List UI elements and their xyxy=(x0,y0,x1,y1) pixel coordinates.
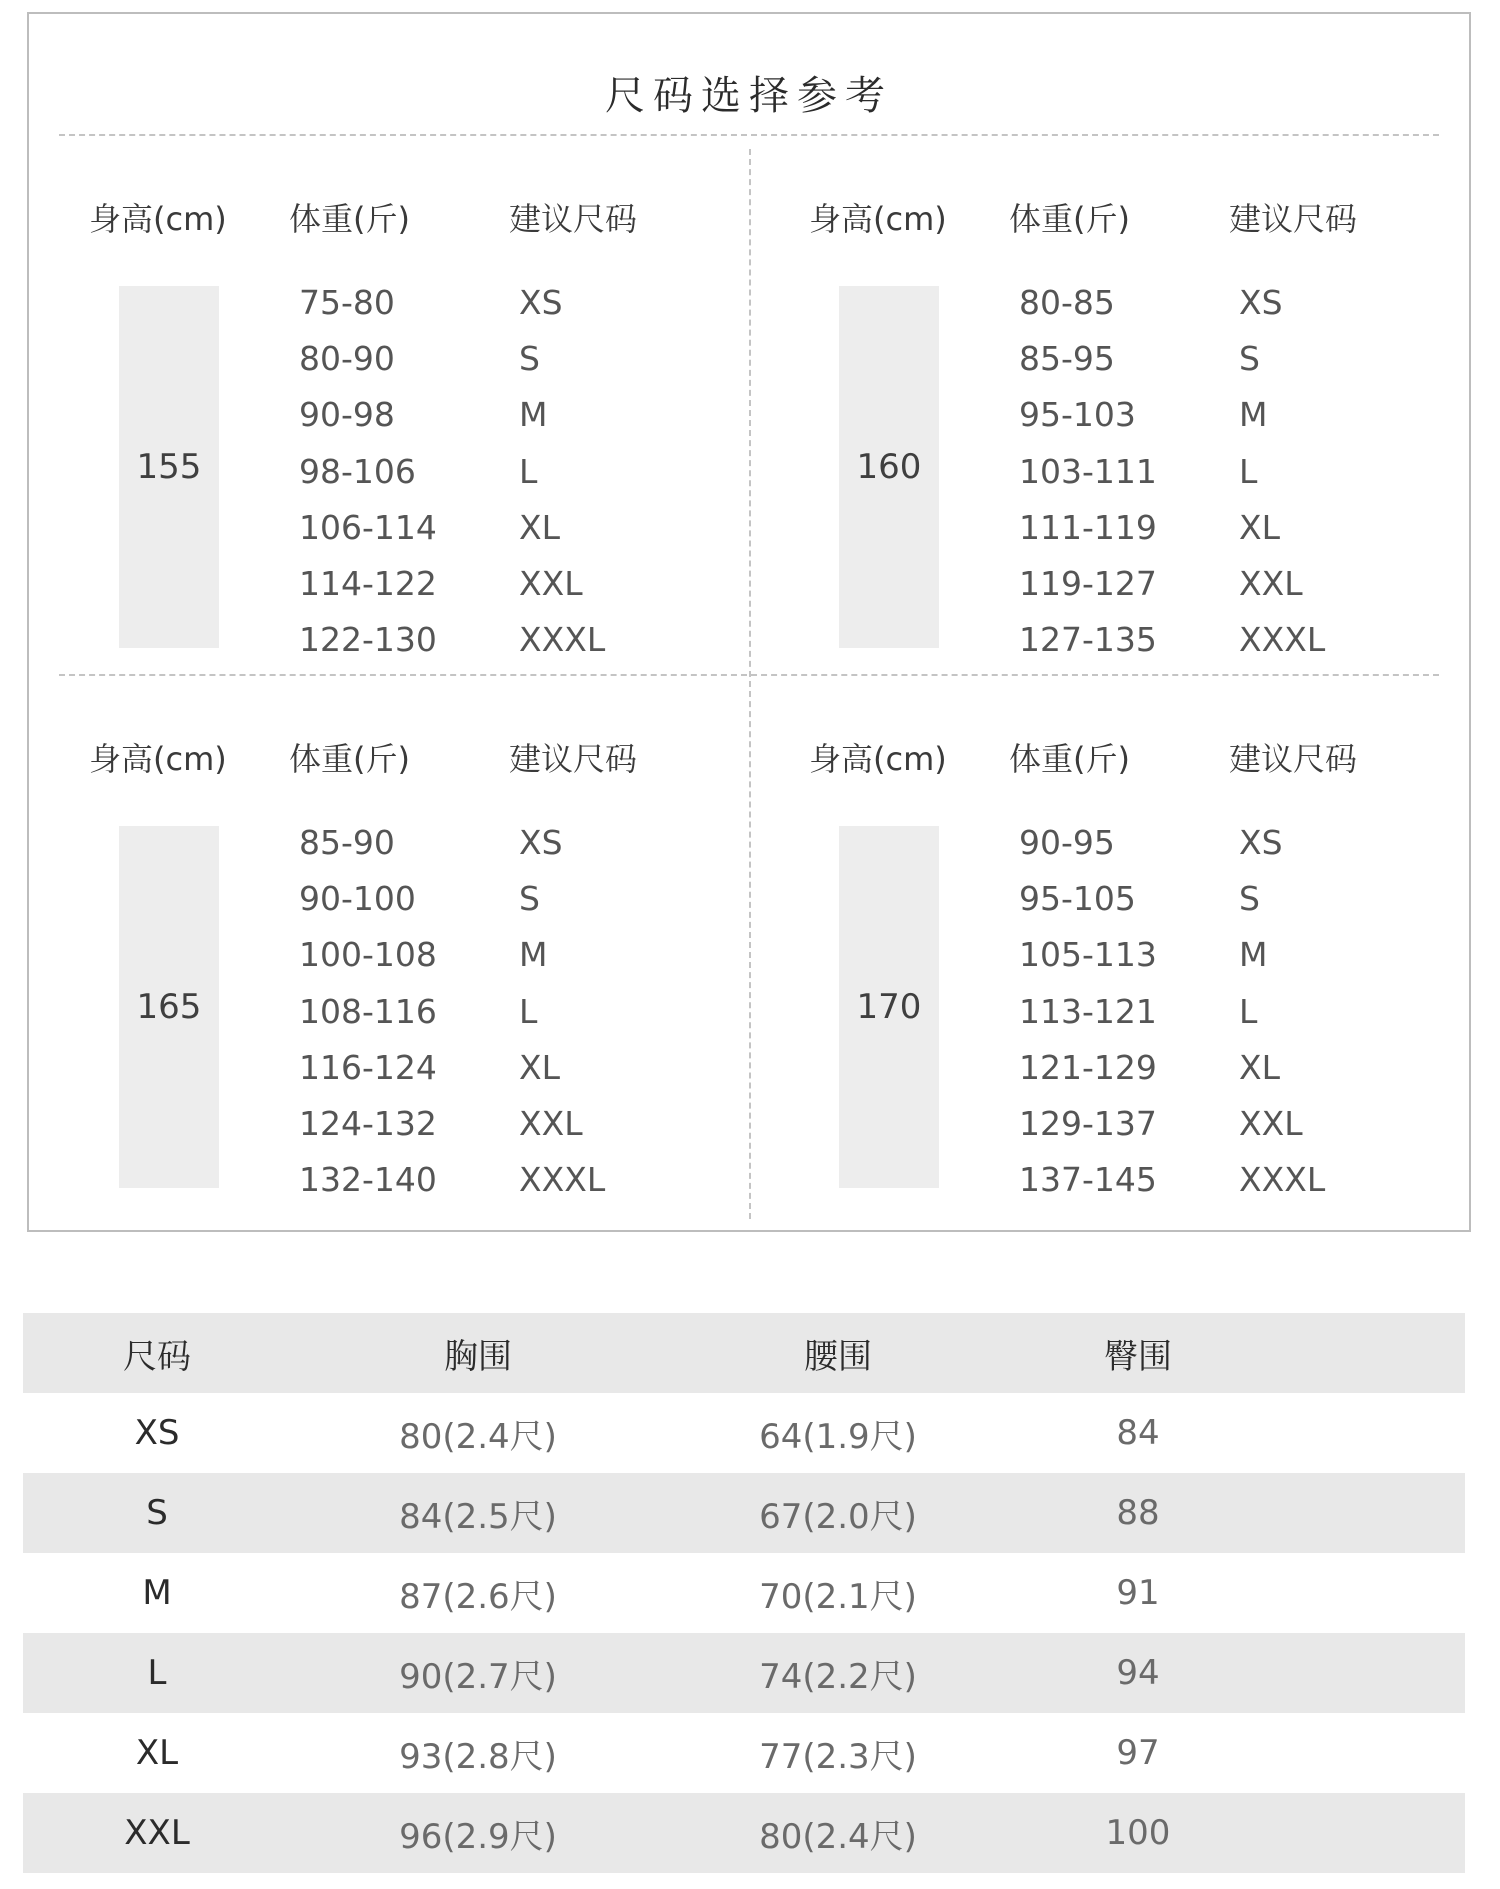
size-label: M xyxy=(1239,935,1268,975)
size-label: XXXL xyxy=(1239,620,1326,660)
weight-range: 116-124 xyxy=(299,1047,437,1087)
size-label: S xyxy=(519,338,540,378)
measurement-table xyxy=(23,1313,1465,1873)
cell-bust: 87(2.6尺) xyxy=(399,1576,557,1617)
size-guide-box xyxy=(27,12,1471,1232)
cell-bust: 93(2.8尺) xyxy=(399,1736,557,1777)
col-header-weight: 体重(斤) xyxy=(1009,740,1130,778)
table-row xyxy=(23,1793,1465,1873)
height-value: 155 xyxy=(119,286,219,648)
weight-range: 111-119 xyxy=(1019,507,1157,547)
size-label: XL xyxy=(1239,507,1280,547)
size-label: L xyxy=(519,991,538,1031)
weight-range: 121-129 xyxy=(1019,1047,1157,1087)
list-item xyxy=(299,927,639,983)
quadrant-160 xyxy=(779,154,1469,674)
cell-size: M xyxy=(142,1573,172,1613)
weight-range: 85-90 xyxy=(299,822,395,862)
weight-range: 108-116 xyxy=(299,991,437,1031)
size-label: XL xyxy=(519,1047,560,1087)
weight-range: 85-95 xyxy=(1019,338,1115,378)
weight-range: 95-105 xyxy=(1019,878,1136,918)
cell-waist: 64(1.9尺) xyxy=(759,1416,917,1457)
cell-waist: 70(2.1尺) xyxy=(759,1576,917,1617)
weight-range: 103-111 xyxy=(1019,451,1157,491)
col-header-height: 身高(cm) xyxy=(809,740,947,778)
table-row xyxy=(23,1553,1465,1633)
table-row xyxy=(23,1633,1465,1713)
col-header-height: 身高(cm) xyxy=(89,740,227,778)
list-item xyxy=(1019,1152,1359,1208)
size-label: XL xyxy=(519,507,560,547)
cell-bust: 96(2.9尺) xyxy=(399,1816,557,1857)
weight-range: 124-132 xyxy=(299,1104,437,1144)
list-item xyxy=(1019,330,1359,386)
size-label: L xyxy=(519,451,538,491)
cell-hip: 91 xyxy=(1116,1573,1160,1613)
weight-range: 127-135 xyxy=(1019,620,1157,660)
col-header-height: 身高(cm) xyxy=(89,200,227,238)
cell-hip: 84 xyxy=(1116,1413,1160,1453)
list-item xyxy=(299,555,639,611)
table-header xyxy=(23,1313,1465,1393)
size-label: XS xyxy=(1239,282,1283,322)
weight-range: 95-103 xyxy=(1019,395,1136,435)
header-size: 尺码 xyxy=(123,1336,191,1377)
list-item xyxy=(299,443,639,499)
divider-vertical xyxy=(749,149,751,1219)
cell-waist: 77(2.3尺) xyxy=(759,1736,917,1777)
weight-size-list xyxy=(299,274,639,668)
size-label: S xyxy=(1239,878,1260,918)
list-item xyxy=(1019,499,1359,555)
list-item xyxy=(299,1152,639,1208)
col-header-weight: 体重(斤) xyxy=(289,740,410,778)
weight-range: 129-137 xyxy=(1019,1104,1157,1144)
cell-size: S xyxy=(146,1493,168,1533)
list-item xyxy=(1019,555,1359,611)
list-item xyxy=(1019,927,1359,983)
list-item xyxy=(299,387,639,443)
list-item xyxy=(299,870,639,926)
quadrant-165 xyxy=(59,694,749,1214)
size-label: XXXL xyxy=(519,620,606,660)
list-item xyxy=(1019,870,1359,926)
col-header-size: 建议尺码 xyxy=(1229,200,1358,238)
quadrant-155 xyxy=(59,154,749,674)
table-row xyxy=(23,1713,1465,1793)
col-header-size: 建议尺码 xyxy=(509,740,638,778)
weight-range: 90-98 xyxy=(299,395,395,435)
weight-range: 80-85 xyxy=(1019,282,1115,322)
weight-range: 132-140 xyxy=(299,1160,437,1200)
list-item xyxy=(1019,983,1359,1039)
weight-range: 119-127 xyxy=(1019,564,1157,604)
cell-waist: 67(2.0尺) xyxy=(759,1496,917,1537)
size-label: XXXL xyxy=(519,1160,606,1200)
size-label: XS xyxy=(519,282,563,322)
size-label: L xyxy=(1239,451,1258,491)
list-item xyxy=(299,983,639,1039)
list-item xyxy=(299,814,639,870)
cell-hip: 100 xyxy=(1105,1813,1171,1853)
divider-top xyxy=(59,134,1439,136)
cell-hip: 88 xyxy=(1116,1493,1160,1533)
size-label: M xyxy=(519,395,548,435)
size-label: XXL xyxy=(1239,1104,1303,1144)
list-item xyxy=(1019,274,1359,330)
list-item xyxy=(299,274,639,330)
header-waist: 腰围 xyxy=(804,1336,872,1377)
size-label: XXL xyxy=(519,564,583,604)
height-value: 170 xyxy=(839,826,939,1188)
size-label: XXL xyxy=(1239,564,1303,604)
cell-size: XS xyxy=(134,1413,180,1453)
quadrant-170 xyxy=(779,694,1469,1214)
list-item xyxy=(299,330,639,386)
weight-size-list xyxy=(1019,814,1359,1208)
header-bust: 胸围 xyxy=(444,1336,512,1377)
weight-range: 80-90 xyxy=(299,338,395,378)
size-label: XS xyxy=(1239,822,1283,862)
cell-size: XL xyxy=(135,1733,179,1773)
list-item xyxy=(1019,612,1359,668)
cell-bust: 90(2.7尺) xyxy=(399,1656,557,1697)
weight-range: 137-145 xyxy=(1019,1160,1157,1200)
cell-size: XXL xyxy=(124,1813,190,1853)
weight-size-list xyxy=(299,814,639,1208)
list-item xyxy=(299,1039,639,1095)
weight-range: 75-80 xyxy=(299,282,395,322)
list-item xyxy=(1019,1095,1359,1151)
header-hip: 臀围 xyxy=(1104,1336,1172,1377)
col-header-size: 建议尺码 xyxy=(509,200,638,238)
weight-range: 105-113 xyxy=(1019,935,1157,975)
list-item xyxy=(1019,1039,1359,1095)
size-label: XL xyxy=(1239,1047,1280,1087)
size-label: M xyxy=(1239,395,1268,435)
size-label: S xyxy=(1239,338,1260,378)
list-item xyxy=(1019,443,1359,499)
size-label: XXXL xyxy=(1239,1160,1326,1200)
size-label: XS xyxy=(519,822,563,862)
guide-title: 尺码选择参考 xyxy=(605,73,893,119)
weight-range: 90-95 xyxy=(1019,822,1115,862)
height-value: 165 xyxy=(119,826,219,1188)
cell-size: L xyxy=(147,1653,167,1693)
list-item xyxy=(299,499,639,555)
cell-waist: 74(2.2尺) xyxy=(759,1656,917,1697)
weight-range: 114-122 xyxy=(299,564,437,604)
weight-range: 113-121 xyxy=(1019,991,1157,1031)
table-row xyxy=(23,1473,1465,1553)
col-header-size: 建议尺码 xyxy=(1229,740,1358,778)
weight-range: 122-130 xyxy=(299,620,437,660)
size-label: L xyxy=(1239,991,1258,1031)
col-header-weight: 体重(斤) xyxy=(289,200,410,238)
list-item xyxy=(1019,814,1359,870)
size-label: S xyxy=(519,878,540,918)
cell-bust: 80(2.4尺) xyxy=(399,1416,557,1457)
cell-hip: 97 xyxy=(1116,1733,1160,1773)
weight-range: 106-114 xyxy=(299,507,437,547)
table-row xyxy=(23,1393,1465,1473)
size-label: M xyxy=(519,935,548,975)
weight-range: 100-108 xyxy=(299,935,437,975)
cell-bust: 84(2.5尺) xyxy=(399,1496,557,1537)
weight-range: 90-100 xyxy=(299,878,416,918)
size-label: XXL xyxy=(519,1104,583,1144)
col-header-height: 身高(cm) xyxy=(809,200,947,238)
weight-size-list xyxy=(1019,274,1359,668)
cell-hip: 94 xyxy=(1116,1653,1160,1693)
list-item xyxy=(299,1095,639,1151)
weight-range: 98-106 xyxy=(299,451,416,491)
cell-waist: 80(2.4尺) xyxy=(759,1816,917,1857)
height-value: 160 xyxy=(839,286,939,648)
list-item xyxy=(299,612,639,668)
list-item xyxy=(1019,387,1359,443)
col-header-weight: 体重(斤) xyxy=(1009,200,1130,238)
